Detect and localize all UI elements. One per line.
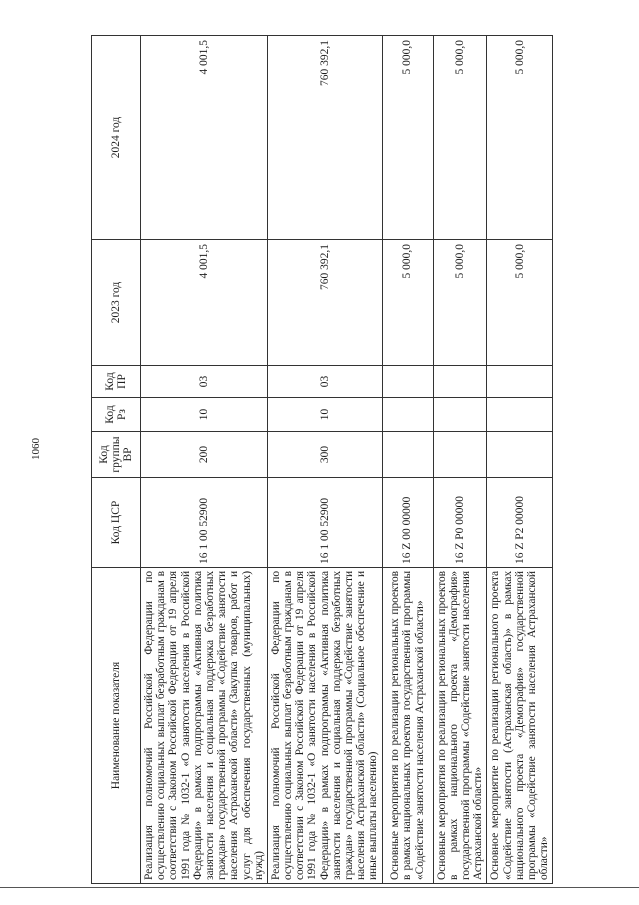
row-vr: 300 [267, 432, 382, 478]
row-vr [487, 432, 553, 478]
row-2023: 5 000,0 [382, 240, 433, 366]
row-rz: 10 [141, 398, 268, 432]
row-pr: 03 [267, 366, 382, 398]
row-name: Основное мероприятие по реализации регионального проекта «Содействие занятости (Астраханская область)» в рамках национального проекта «Демография» государственной программы «Содействие занятости населения Астраханской области» [487, 568, 553, 884]
table-row [433, 36, 487, 884]
header-rz: Код Рз [92, 398, 141, 432]
row-name: Реализация полномочий Российской Федерации по осуществлению социальных выплат безработным гражданам в соответствии с Законом Российской Федерации от 19 апреля 1991 года № 1032-1 «О занятости населения в Российской Федерации» в рамках подпрограммы «Активная политика занятости населения и социальная поддержка безработных граждан» государственной программы «Содействие занятости населения Астраханской области» (Закупка товаров, работ и услуг для обеспечения государственных (муниципальных) нужд) [141, 568, 268, 884]
row-name: Основные мероприятия по реализации региональных проектов в рамках национального проекта «Демография» государственной программы «Содействие занятости населения Астраханской области» [433, 568, 487, 884]
row-2023: 5 000,0 [433, 240, 487, 366]
header-csr: Код ЦСР [92, 478, 141, 568]
header-pr: Код ПР [92, 366, 141, 398]
table-row [487, 36, 553, 884]
header-name: Наименование показателя [92, 568, 141, 884]
page-number: 1060 [30, 438, 42, 460]
table-header-row [92, 36, 141, 884]
row-name: Основные мероприятия по реализации региональных проектов в рамках национальных проектов государственной программы «Содействие занятости населения Астраханской области» [382, 568, 433, 884]
row-name: Реализация полномочий Российской Федерации по осуществлению социальных выплат безработным гражданам в соответствии с Законом Российской Федерации от 19 апреля 1991 года № 1032-1 «О занятости населения в Российской Федерации» в рамках подпрограммы «Активная политика занятости населения и социальная поддержка безработных граждан» государственной программы «Содействие занятости населения Астраханской области» (Социальное обеспечение и иные выплаты населению) [267, 568, 382, 884]
row-vr [433, 432, 487, 478]
row-rz: 10 [267, 398, 382, 432]
row-2023: 4 001,5 [141, 240, 268, 366]
row-csr: 16 Z P0 00000 [433, 478, 487, 568]
row-2023: 760 392,1 [267, 240, 382, 366]
row-pr [487, 366, 553, 398]
row-csr: 16 Z P2 00000 [487, 478, 553, 568]
page-bottom-rule [0, 887, 639, 888]
row-pr [433, 366, 487, 398]
header-2024: 2024 год [92, 36, 141, 240]
row-rz [433, 398, 487, 432]
rotated-table-container [91, 36, 551, 884]
header-2023: 2023 год [92, 240, 141, 366]
row-pr [382, 366, 433, 398]
row-rz [382, 398, 433, 432]
row-2024: 5 000,0 [382, 36, 433, 240]
budget-table [91, 35, 553, 884]
row-2024: 5 000,0 [487, 36, 553, 240]
table-row [382, 36, 433, 884]
row-csr: 16 1 00 52900 [267, 478, 382, 568]
row-vr [382, 432, 433, 478]
row-csr: 16 Z 00 00000 [382, 478, 433, 568]
row-2024: 4 001,5 [141, 36, 268, 240]
row-vr: 200 [141, 432, 268, 478]
header-vr: Код группы ВР [92, 432, 141, 478]
row-2024: 760 392,1 [267, 36, 382, 240]
row-2023: 5 000,0 [487, 240, 553, 366]
table-row [267, 36, 382, 884]
row-csr: 16 1 00 52900 [141, 478, 268, 568]
table-row [141, 36, 268, 884]
row-pr: 03 [141, 366, 268, 398]
row-rz [487, 398, 553, 432]
row-2024: 5 000,0 [433, 36, 487, 240]
